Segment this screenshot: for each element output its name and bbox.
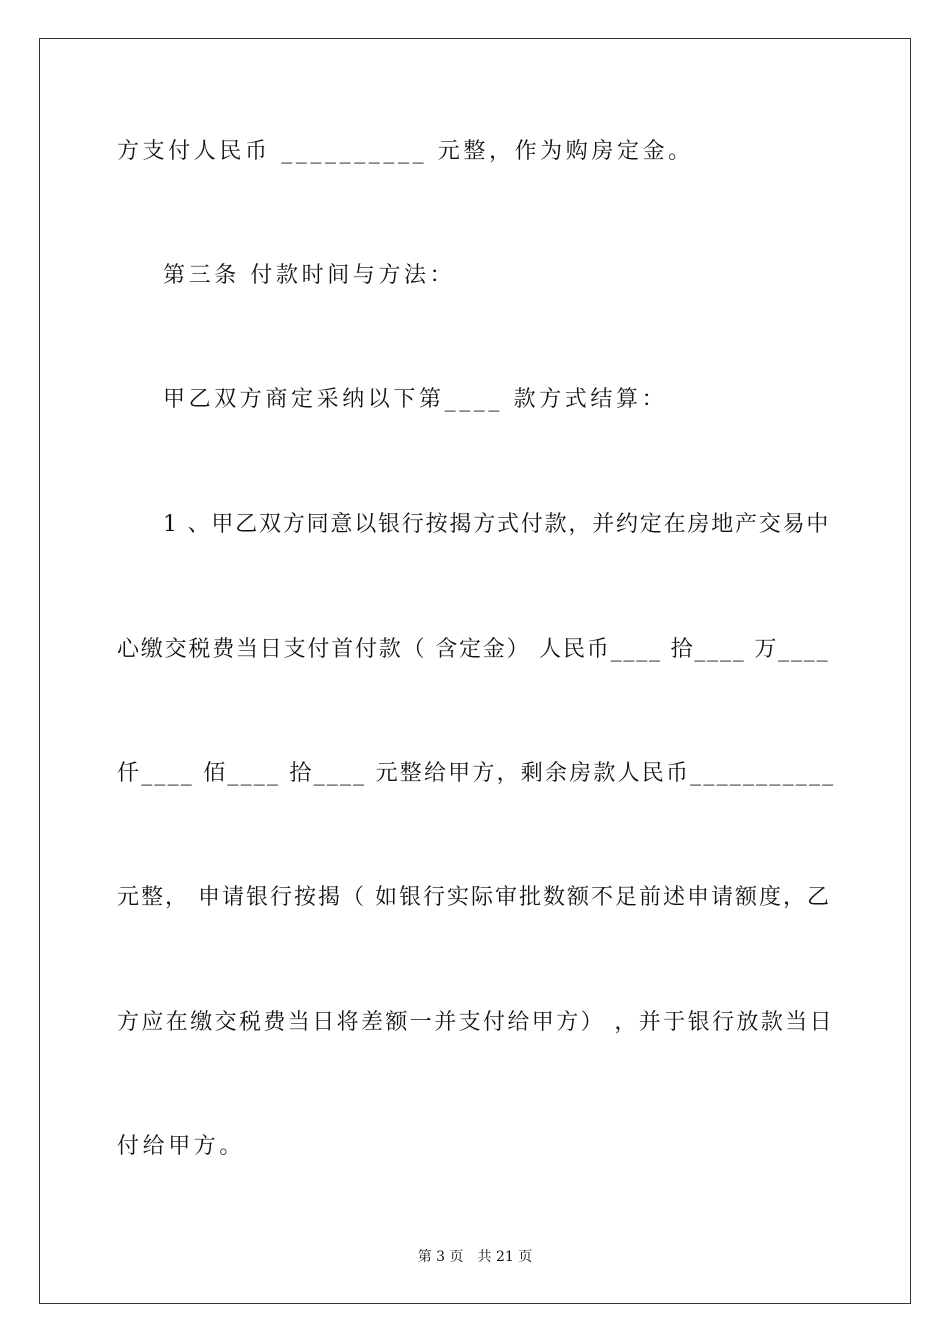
article-three-heading: 第三条 付款时间与方法： xyxy=(163,263,456,288)
clause-1-line-1: 1 、甲乙双方同意以银行按揭方式付款，并约定在房地产交易中 xyxy=(163,512,831,537)
clause-1-line-4: 元整， 申请银行按揭（ 如银行实际审批数额不足前述申请额度，乙 xyxy=(117,885,831,910)
clause-1-line-6: 付给甲方。 xyxy=(117,1134,246,1159)
clause-1-line-2: 心缴交税费当日支付首付款（ 含定金） 人民币____ 拾____ 万____ xyxy=(117,637,830,662)
clause-1-line-3: 仟____ 佰____ 拾____ 元整给甲方，剩余房款人民币___________ xyxy=(117,761,836,786)
page-footer xyxy=(0,1246,950,1266)
clause-1-line-5: 方应在缴交税费当日将差额一并支付给甲方） ，并于银行放款当日 xyxy=(117,1010,834,1035)
page-total: 共 21 页 xyxy=(477,1249,533,1265)
text-line-3: 甲乙双方商定采纳以下第____ 款方式结算： xyxy=(163,387,668,412)
text-line-1: 方支付人民币 __________ 元整，作为购房定金。 xyxy=(117,139,694,164)
page-number: 第 3 页 xyxy=(417,1249,464,1265)
page-border xyxy=(39,38,911,1304)
